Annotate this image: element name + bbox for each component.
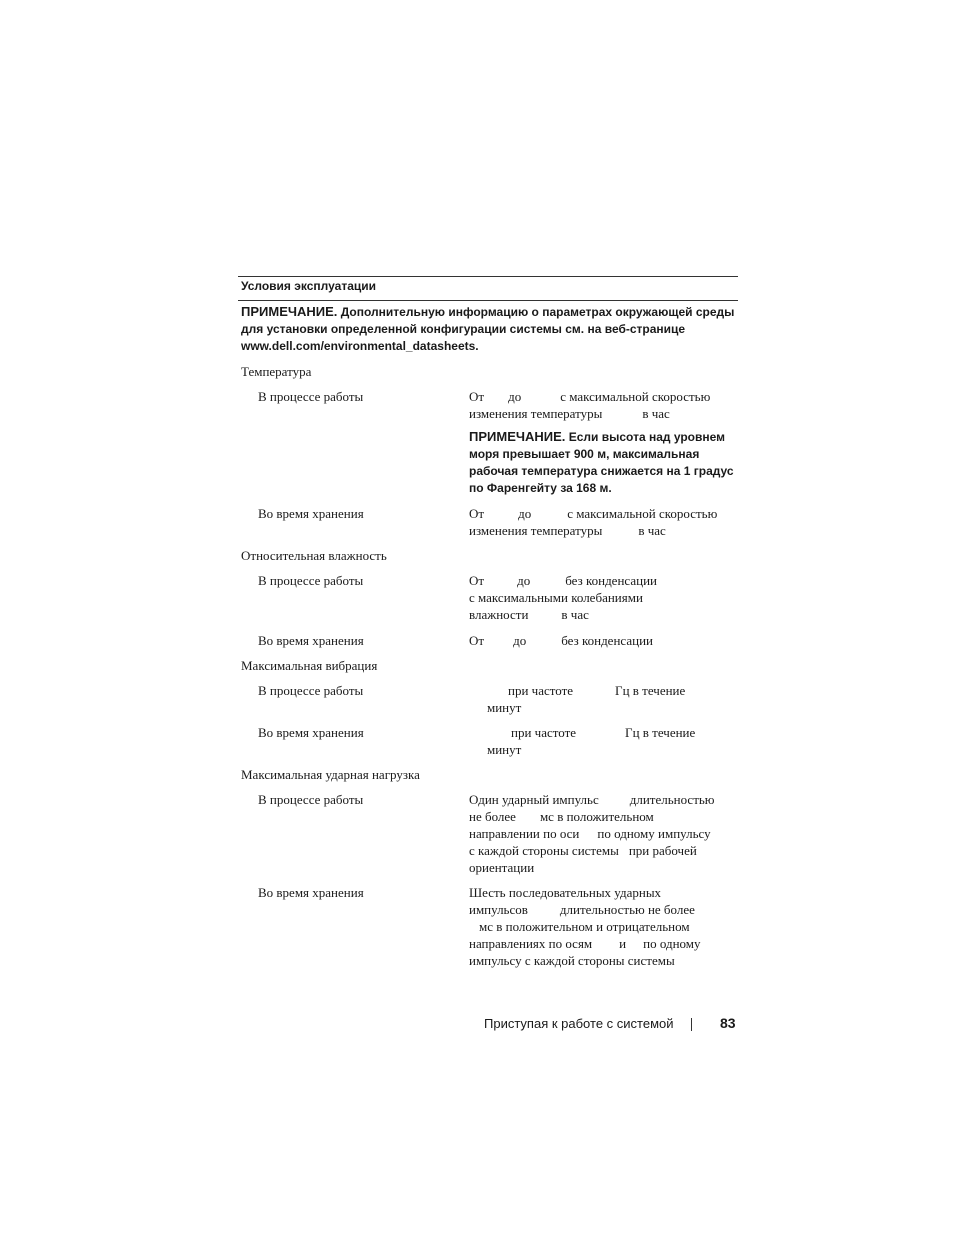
page-number: 83: [720, 1015, 736, 1031]
vibration-label: Максимальная вибрация: [241, 658, 378, 673]
temperature-storage-label: Во время хранения: [258, 506, 364, 521]
temperature-operating-label: В процессе работы: [258, 389, 364, 404]
temperature-storage-value: От до с максимальной скоростью изменения температуры в час: [469, 506, 718, 538]
shock-operating-value: Один ударный импульс длительностью не более мс в положительном направлении по оси по одному импульсу с каждой стороны системы при рабочей ориентации: [469, 792, 715, 875]
temperature-note-label: ПРИМЕЧАНИЕ.: [469, 429, 566, 444]
note-line-3: www.dell.com/environmental_datasheets.: [241, 339, 479, 353]
humidity-label: Относительная влажность: [241, 548, 387, 563]
temperature-note: ПРИМЕЧАНИЕ. Если высота над уровнем моря превышает 900 м, максимальная рабочая температура снижается на 1 градус по Фаренгейту за 168 м.: [469, 429, 734, 495]
humidity-operating-label: В процессе работы: [258, 573, 364, 588]
shock-operating-label: В процессе работы: [258, 792, 364, 807]
note-line-2: для установки определенной конфигурации системы см. на веб-странице: [241, 322, 686, 336]
footer-separator: [691, 1018, 692, 1031]
vibration-operating-label: В процессе работы: [258, 683, 364, 698]
note-block: [241, 303, 734, 355]
temperature-label: Температура: [241, 364, 312, 379]
note-line-1: ПРИМЕЧАНИЕ. Дополнительную информацию о параметрах окружающей среды: [241, 304, 735, 319]
humidity-operating-value: От до без конденсации с максимальными колебаниями влажности в час: [469, 573, 657, 622]
note-label: ПРИМЕЧАНИЕ.: [241, 304, 338, 319]
vibration-storage-label: Во время хранения: [258, 725, 364, 740]
shock-label: Максимальная ударная нагрузка: [241, 767, 420, 782]
temperature-operating-value: От до с максимальной скоростью изменения температуры в час: [469, 389, 711, 421]
top-rule: [238, 276, 738, 277]
humidity-storage-value: От до без конденсации: [469, 633, 653, 648]
vibration-storage-value: при частоте Гц в течение минут: [487, 725, 696, 757]
footer-chapter-title: Приступая к работе с системой: [484, 1016, 674, 1031]
section-title: Условия эксплуатации: [241, 279, 376, 293]
humidity-storage-label: Во время хранения: [258, 633, 364, 648]
shock-storage-label: Во время хранения: [258, 885, 364, 900]
title-underline: [238, 300, 738, 301]
vibration-operating-value: при частоте Гц в течение минут: [487, 683, 686, 715]
shock-storage-value: Шесть последовательных ударных импульсов длительностью не более мс в положительном и отрицательном направлениях по осям и по одному импульсу с каждой стороны системы: [469, 885, 701, 968]
